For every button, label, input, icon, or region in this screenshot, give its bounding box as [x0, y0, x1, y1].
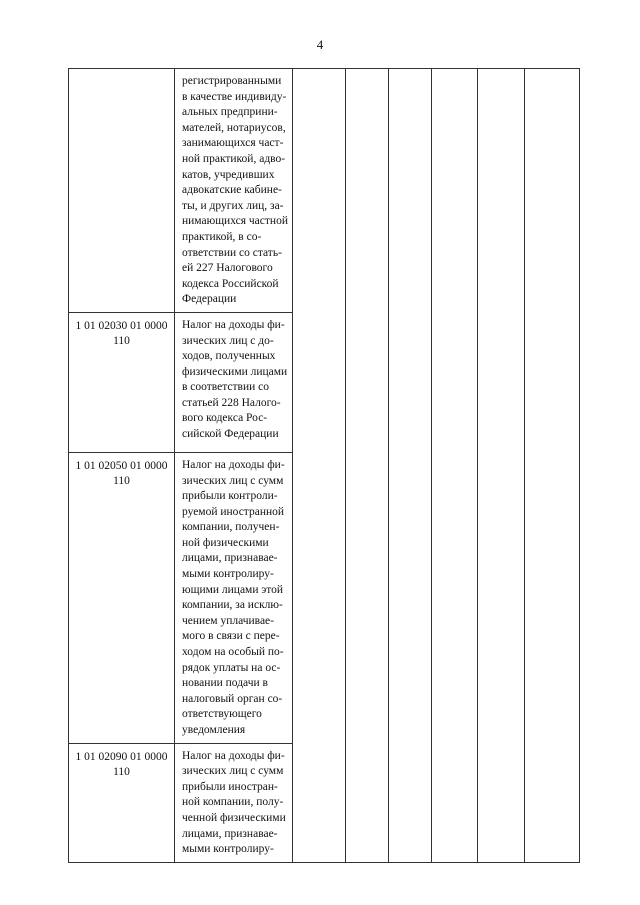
- income-name-line: практикой, в со-: [182, 230, 262, 243]
- value-cell: [293, 69, 346, 863]
- income-name-line: ходов, полученных: [182, 350, 276, 363]
- income-name-line: регистрированными: [182, 75, 282, 87]
- income-name-line: уведомления: [182, 724, 246, 736]
- income-name-line: Федерации: [182, 293, 237, 306]
- income-name-line: руемой иностранной: [182, 505, 285, 518]
- value-cell: [525, 69, 580, 863]
- budget-code-cell: 1 01 02090 01 0000 110: [69, 743, 175, 862]
- income-name-line: зических лиц с сумм: [182, 765, 284, 778]
- value-cell: [478, 69, 525, 863]
- income-name-line: сийской Федерации: [182, 428, 279, 441]
- income-name-line: адвокатские кабине-: [182, 184, 282, 197]
- income-name-line: занимающихся част-: [182, 137, 284, 150]
- income-name-cell: [175, 69, 293, 313]
- income-name-line: Налог на доходы фи-: [182, 458, 285, 471]
- budget-code-cell: 1 01 02030 01 0000 110: [69, 312, 175, 452]
- income-name-cell: [175, 452, 293, 743]
- income-name-line: компании, за исклю-: [182, 599, 283, 612]
- income-name-line: статьей 228 Налого-: [182, 396, 281, 409]
- income-name-line: ты, и других лиц, за-: [182, 199, 284, 212]
- income-name-line: чением уплачивае-: [182, 614, 274, 627]
- income-name-line: рядок уплаты на ос-: [182, 661, 281, 674]
- income-name-line: ответствии со стать-: [182, 246, 282, 259]
- income-name-line: лицами, признавае-: [182, 552, 278, 565]
- income-name-line: кодекса Российской: [182, 277, 279, 290]
- income-name-line: ченной физическими: [182, 811, 286, 824]
- income-name-line: мыми контролиру-: [182, 568, 274, 581]
- income-name-line: ной практикой, адво-: [182, 152, 286, 165]
- value-cell: [346, 69, 389, 863]
- income-name-line: новании подачи в: [182, 677, 268, 690]
- income-name-line: мателей, нотариусов,: [182, 121, 286, 134]
- income-name-line: Налог на доходы фи-: [182, 318, 285, 331]
- income-name-line: мыми контролиру-: [182, 843, 274, 856]
- income-name-line: мого в связи с пере-: [182, 630, 280, 643]
- income-name-line: ющими лицами этой: [182, 583, 284, 596]
- income-name-line: физическими лицами: [182, 365, 288, 378]
- budget-table: [68, 68, 580, 863]
- income-name-line: вого кодекса Рос-: [182, 412, 268, 425]
- income-name-line: ной физическими: [182, 536, 269, 549]
- income-name-line: ей 227 Налогового: [182, 262, 273, 275]
- value-cell: [432, 69, 478, 863]
- value-cell: [389, 69, 432, 863]
- income-name-line: ответствующего: [182, 708, 262, 721]
- income-name-line: катов, учредивших: [182, 168, 275, 181]
- income-name-cell: [175, 743, 293, 862]
- income-name-line: зических лиц с до-: [182, 334, 274, 347]
- income-name-line: компании, получен-: [182, 521, 280, 534]
- income-name-line: в соответствии со: [182, 381, 270, 394]
- budget-code-cell: 1 01 02050 01 0000 110: [69, 452, 175, 743]
- income-name-line: зических лиц с сумм: [182, 474, 284, 487]
- page-number: 4: [316, 37, 324, 52]
- budget-code-cell: [69, 69, 175, 313]
- income-name-line: Налог на доходы фи-: [182, 749, 285, 762]
- income-name-line: нимающихся частной: [182, 215, 288, 228]
- income-name-line: прибыли иностран-: [182, 780, 278, 793]
- income-name-line: лицами, признавае-: [182, 827, 278, 840]
- income-name-line: налоговый орган со-: [182, 692, 283, 705]
- income-name-cell: [175, 312, 293, 452]
- income-name-line: ходом на особый по-: [182, 646, 284, 659]
- income-name-line: прибыли контроли-: [182, 490, 278, 503]
- income-name-line: ной компании, полу-: [182, 796, 284, 809]
- table-row: [69, 69, 580, 313]
- income-name-line: в качестве индивиду-: [182, 90, 287, 103]
- income-name-line: альных предприни-: [182, 106, 278, 119]
